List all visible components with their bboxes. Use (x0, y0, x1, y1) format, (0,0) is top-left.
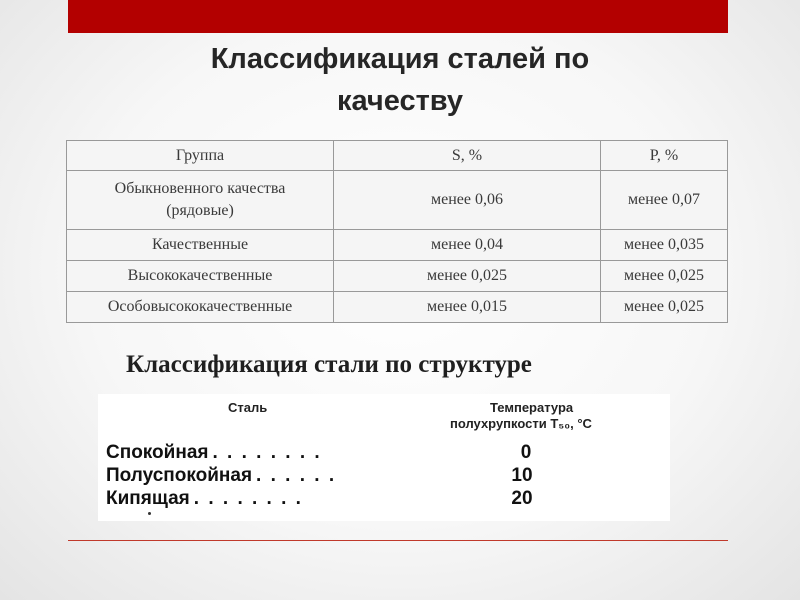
bottom-divider (68, 540, 728, 541)
group-line-2: (рядовые) (166, 202, 234, 219)
phosphorus-cell: менее 0,035 (601, 230, 728, 261)
header-temperature-line-1: Температура (490, 400, 574, 415)
table-row (67, 292, 728, 323)
phosphorus-cell: менее 0,025 (601, 292, 728, 323)
table-header-row (67, 141, 728, 171)
header-sulfur: S, % (334, 141, 601, 171)
table-row (67, 171, 728, 230)
page-title (120, 38, 680, 122)
title-line-2: качеству (336, 85, 464, 117)
table-row (67, 230, 728, 261)
phosphorus-cell: менее 0,07 (601, 171, 728, 230)
header-phosphorus: P, % (601, 141, 728, 171)
sulfur-cell: менее 0,04 (334, 230, 601, 261)
top-accent-bar (68, 0, 728, 33)
steel-temperature: 20 (511, 488, 533, 509)
structure-panel (98, 394, 670, 521)
sulfur-cell: менее 0,015 (334, 292, 601, 323)
leader-dots: . . . . . . . . (212, 442, 322, 463)
group-line-1: Обыкновенного качества (114, 180, 286, 197)
header-temperature-line-2: полухрупкости T₅₀, °C (450, 416, 592, 431)
structure-subtitle: Классификация стали по структуре (126, 351, 532, 378)
stray-dot (148, 512, 151, 515)
quality-classification-table (66, 140, 728, 323)
group-cell: Особовысококачественные (67, 292, 334, 323)
table-row (67, 261, 728, 292)
header-group: Группа (67, 141, 334, 171)
header-steel: Сталь (228, 400, 268, 415)
title-line-1: Классификация сталей по (210, 43, 590, 75)
steel-name: Полуспокойная (106, 465, 253, 486)
leader-dots: . . . . . . . . (193, 488, 303, 509)
group-cell: Качественные (67, 230, 334, 261)
leader-dots: . . . . . . (256, 465, 337, 486)
group-cell (67, 171, 334, 230)
phosphorus-cell: менее 0,025 (601, 261, 728, 292)
steel-name: Спокойная (106, 442, 209, 463)
steel-temperature: 10 (511, 465, 533, 486)
sulfur-cell: менее 0,06 (334, 171, 601, 230)
sulfur-cell: менее 0,025 (334, 261, 601, 292)
steel-name: Кипящая (106, 488, 190, 509)
steel-temperature: 0 (520, 442, 532, 463)
group-cell: Высококачественные (67, 261, 334, 292)
